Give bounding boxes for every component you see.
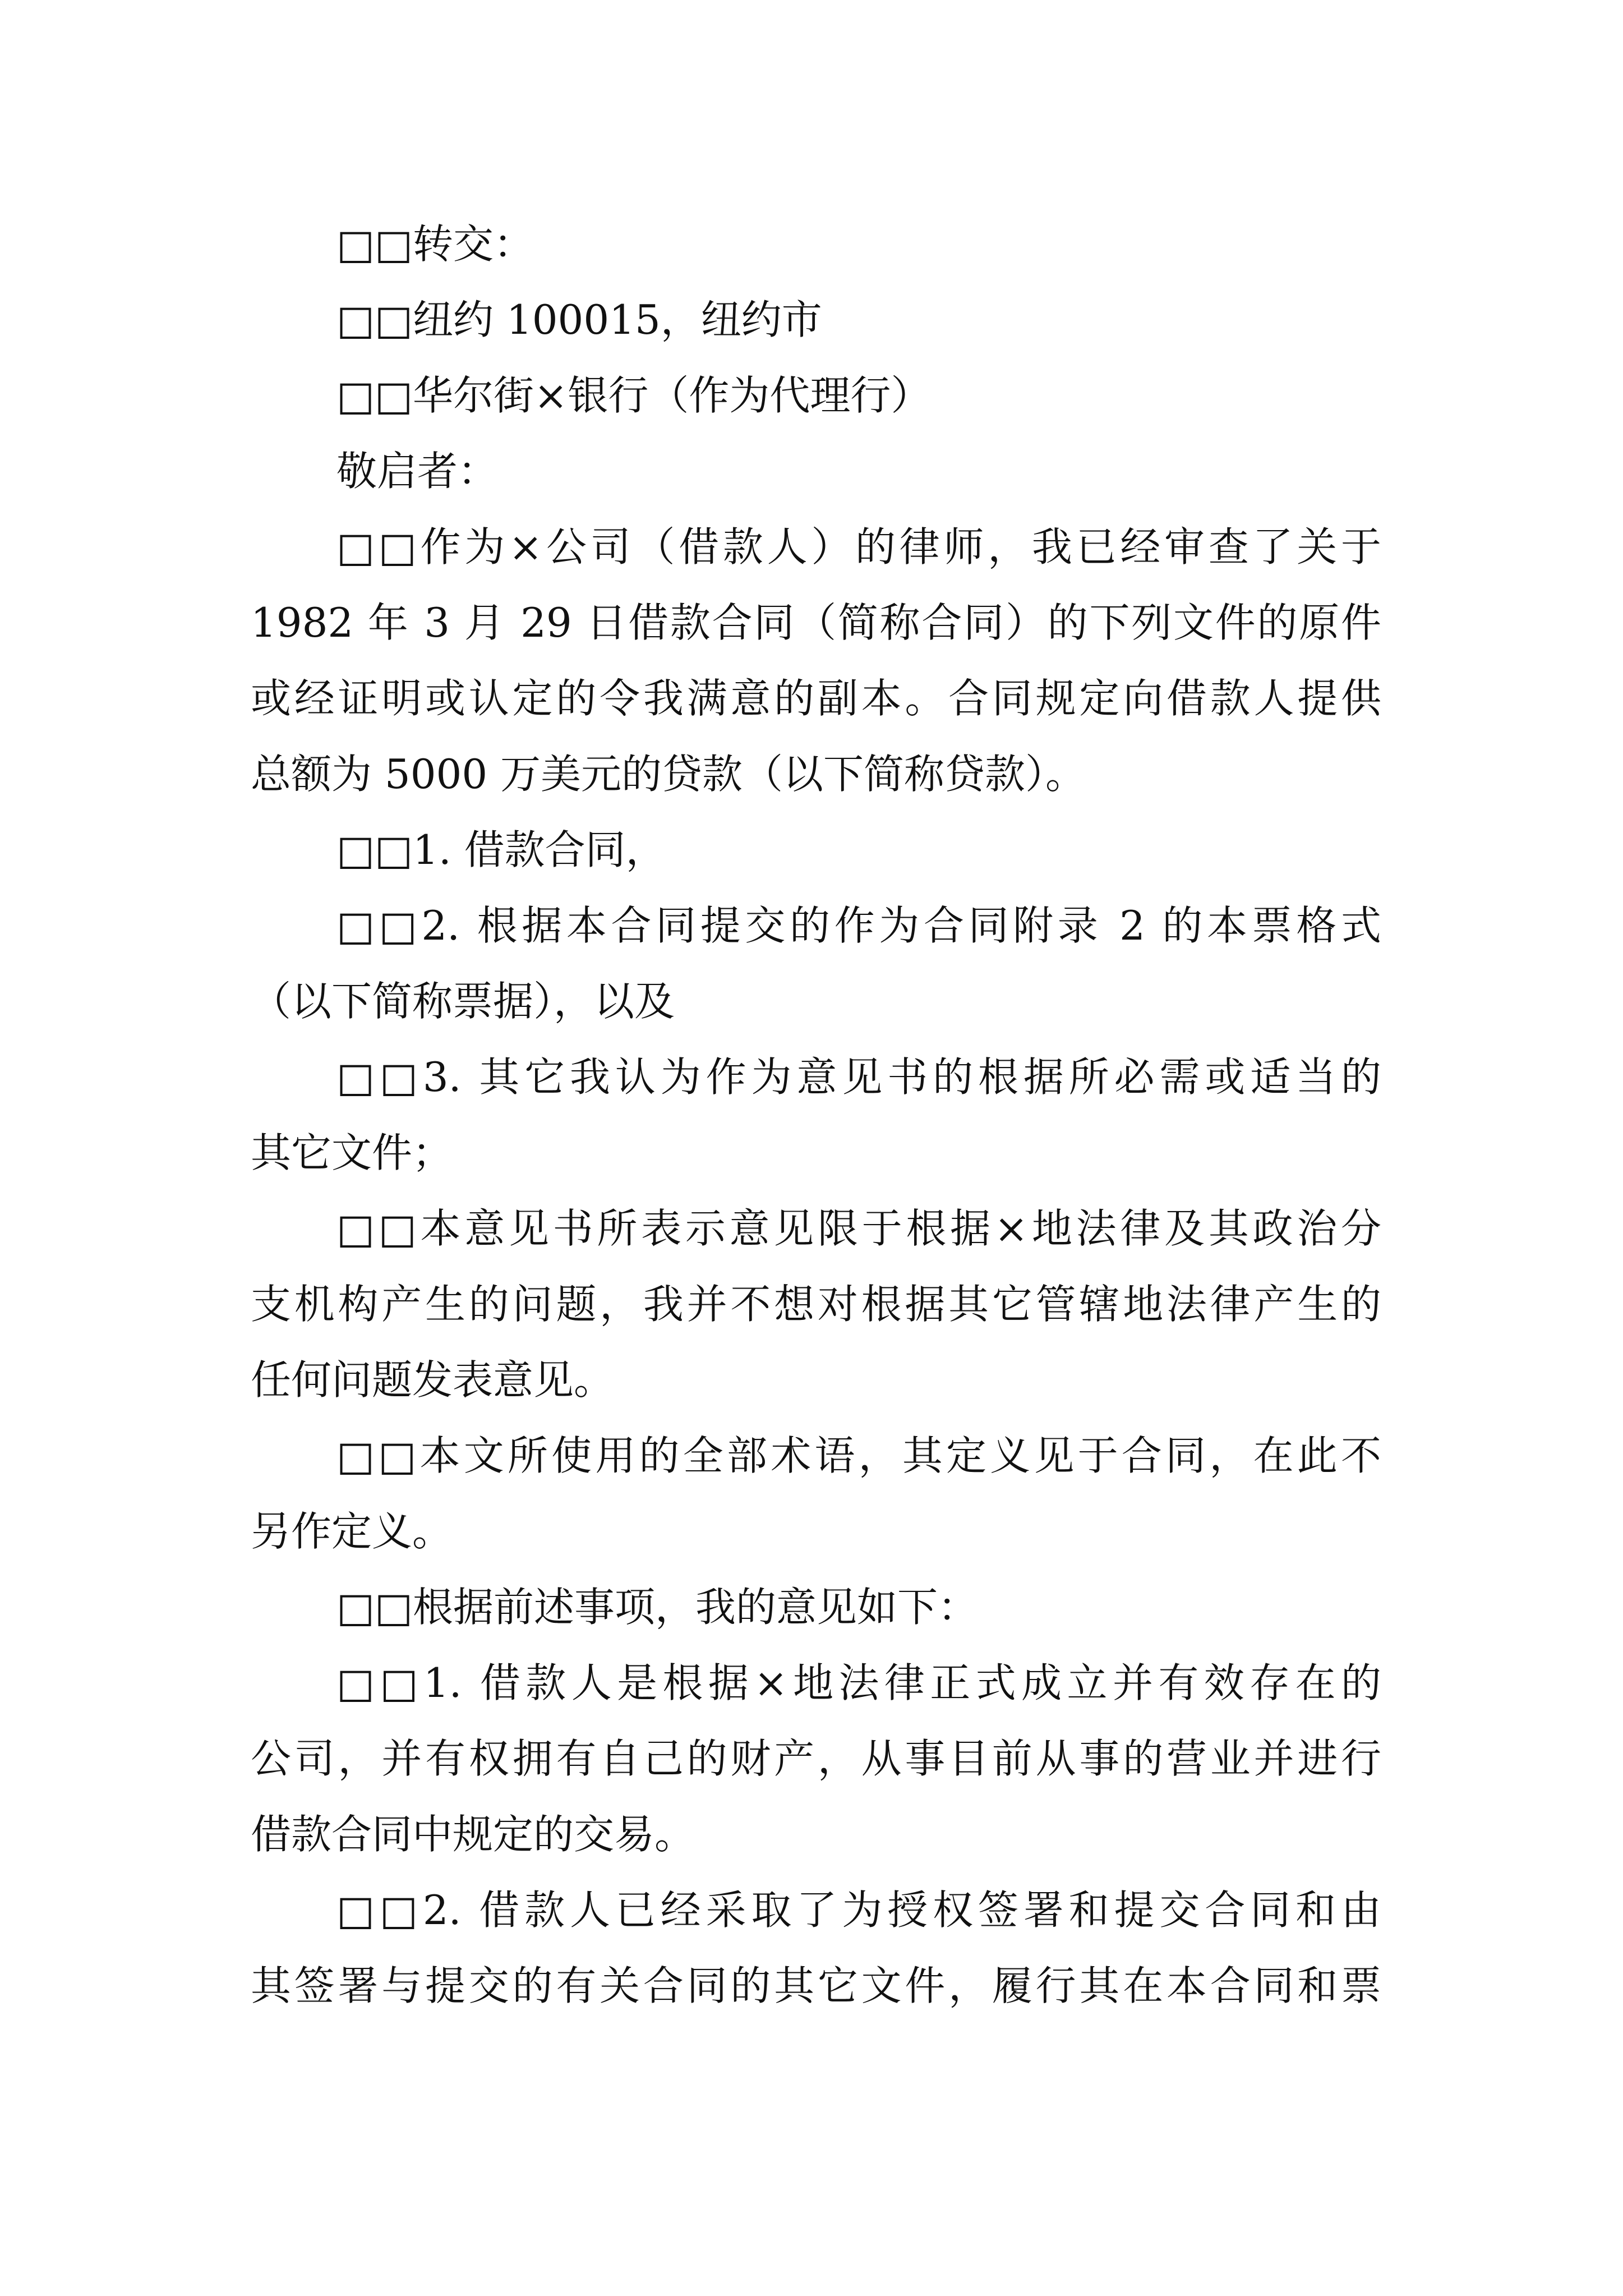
opinion-1-line-2 [0, 1719, 1623, 1798]
paragraph-1-line-1 [0, 508, 1623, 586]
opinion-1-text-1: □□1. 借款人是根据×地法律正式成立并有效存在的 [336, 1659, 1381, 1706]
list-item-2-text-2: （以下简称票据），以及 [251, 978, 675, 1025]
opinion-2-text-2: 其签署与提交的有关合同的其它文件，履行其在本合同和票 [251, 1962, 1381, 2009]
paragraph-3-line-1 [0, 1416, 1623, 1495]
opinion-1-text-2: 公司，并有权拥有自己的财产，从事目前从事的营业并进行 [251, 1735, 1381, 1782]
list-item-3-text-1: □□3. 其它我认为作为意见书的根据所必需或适当的 [336, 1053, 1381, 1101]
list-item-2-line-1 [0, 886, 1623, 965]
opinion-intro-line [0, 1568, 1623, 1646]
opinion-2-line-1 [0, 1871, 1623, 1949]
paragraph-1-line-4 [0, 735, 1623, 813]
salutation-text: 敬启者： [336, 448, 499, 495]
paragraph-3-line-2 [0, 1492, 1623, 1571]
address-city-text: □□纽约 100015，纽约市 [336, 296, 822, 343]
paragraph-1-line-3 [0, 659, 1623, 738]
opinion-2-line-2 [0, 1947, 1623, 2025]
paragraph-2-line-2 [0, 1265, 1623, 1343]
list-item-3-line-2 [0, 1114, 1623, 1192]
paragraph-1-line-2 [0, 583, 1623, 662]
paragraph-2-text-2: 支机构产生的问题，我并不想对根据其它管辖地法律产生的 [251, 1281, 1381, 1328]
address-line-forward [0, 205, 1623, 283]
paragraph-1-text-1: □□作为×公司（借款人）的律师，我已经审查了关于 [336, 523, 1381, 570]
opinion-1-line-3 [0, 1795, 1623, 1874]
list-item-1-line [0, 811, 1623, 889]
paragraph-2-line-1 [0, 1189, 1623, 1268]
paragraph-2-line-3 [0, 1341, 1623, 1419]
address-forward-text: □□转交： [336, 220, 534, 268]
opinion-1-line-1 [0, 1644, 1623, 1722]
paragraph-2-text-3: 任何问题发表意见。 [251, 1356, 615, 1404]
paragraph-1-text-3: 或经证明或认定的令我满意的副本。合同规定向借款人提供 [251, 675, 1381, 722]
paragraph-1-text-4: 总额为 5000 万美元的贷款（以下简称贷款）。 [251, 751, 1086, 798]
opinion-intro-text: □□根据前述事项，我的意见如下： [336, 1584, 979, 1631]
address-line-bank [0, 356, 1623, 435]
opinion-2-text-1: □□2. 借款人已经采取了为授权签署和提交合同和由 [336, 1887, 1381, 1934]
address-line-city [0, 280, 1623, 359]
paragraph-2-text-1: □□本意见书所表示意见限于根据×地法律及其政治分 [336, 1205, 1381, 1252]
opinion-1-text-3: 借款合同中规定的交易。 [251, 1811, 695, 1858]
list-item-3-text-2: 其它文件； [251, 1129, 453, 1176]
paragraph-1-text-2: 1982 年 3 月 29 日借款合同（简称合同）的下列文件的原件 [251, 599, 1381, 646]
list-item-2-line-2 [0, 962, 1623, 1041]
list-item-2-text-1: □□2. 根据本合同提交的作为合同附录 2 的本票格式 [336, 902, 1381, 949]
salutation-line [0, 432, 1623, 510]
list-item-1-text: □□1. 借款合同， [336, 826, 666, 873]
address-bank-text: □□华尔街×银行（作为代理行） [336, 372, 932, 419]
paragraph-3-text-2: 另作定义。 [251, 1508, 453, 1555]
list-item-3-line-1 [0, 1038, 1623, 1116]
paragraph-3-text-1: □□本文所使用的全部术语，其定义见于合同，在此不 [336, 1432, 1381, 1479]
